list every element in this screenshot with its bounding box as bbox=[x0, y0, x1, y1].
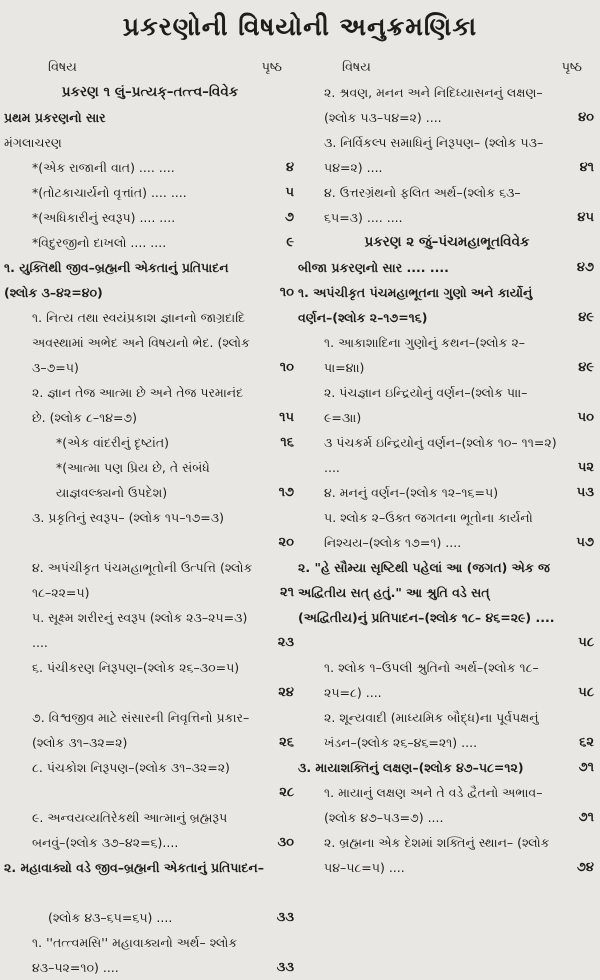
toc-entry-title: *(આત્મા પણ પ્રિય છે, તે સંબંધે યાજ્ઞવલ્ક્યનો ઉપદેશ) bbox=[56, 460, 210, 500]
subject-header: વિષય bbox=[48, 60, 77, 75]
toc-entry-page: ૩૩ bbox=[276, 960, 294, 975]
toc-entry bbox=[298, 555, 596, 655]
toc-entry-page: ૧૭ bbox=[278, 485, 294, 500]
column-header bbox=[298, 58, 596, 80]
toc-entry-title: ૧. આકાશાદિના ગુણોનું કથન–(શ્લોક ૨– પા=૪ાા) bbox=[324, 335, 526, 375]
page-header: પૃષ્ઠ bbox=[261, 60, 282, 75]
toc-entry bbox=[298, 755, 596, 780]
toc-entry-page: ૭૪ bbox=[576, 860, 594, 875]
toc-entry-page: ૩૩ bbox=[276, 910, 294, 925]
column-header bbox=[4, 58, 296, 80]
toc-entry-page: ૨૬ bbox=[279, 735, 294, 750]
toc-entry-page: ૪૦ bbox=[578, 110, 594, 125]
toc-entry-title: ૪. મનનું વર્ણન–(શ્લોક ૧૨–૧૬=૫) bbox=[324, 485, 499, 500]
toc-entry-page: ૧૦ bbox=[279, 285, 294, 300]
toc-entry bbox=[4, 305, 296, 380]
toc-entry bbox=[4, 905, 296, 930]
toc-entry-page: ૫૮ bbox=[578, 685, 594, 700]
toc-entry-title: ૬. પંચીકરણ નિરૂપણ–(શ્લોક ૨૬–૩૦=૫) bbox=[32, 660, 240, 675]
toc-entry-page: ૧૫ bbox=[279, 410, 294, 425]
toc-entry-title: ૫. શ્લોક ૨–ઉક્ત જગતના ભૂતોના કાર્યનો નિશ્ચય–(શ્લોક ૧૭=૧) .... bbox=[324, 510, 533, 550]
toc-entry-title: (શ્લોક ૪૩–૬૫=૬૫) .... bbox=[48, 910, 173, 925]
toc-entry bbox=[298, 655, 596, 705]
toc-entry-page: ૧૬ bbox=[280, 435, 294, 450]
toc-entry-title: *વિદુરજીનો દાખલો .... .... bbox=[32, 235, 167, 250]
toc-entry-page: ૨૪ bbox=[278, 685, 294, 700]
toc-entry-page: ૭૧ bbox=[578, 810, 594, 825]
toc-entry bbox=[298, 130, 596, 180]
toc-entry-page: ૪૫ bbox=[577, 210, 594, 225]
toc-entry-title: ૨. શ્રવણ, મનન અને નિદિધ્યાસનનું લક્ષણ– (શ્લોક ૫૩–૫૪=૨) .... bbox=[324, 85, 543, 125]
toc-entry bbox=[4, 180, 296, 205]
toc-entry bbox=[4, 380, 296, 430]
toc-entry-page: ૨૩ bbox=[277, 635, 294, 650]
toc-entry-page: ૨૮ bbox=[279, 785, 294, 800]
subject-header: વિષય bbox=[342, 60, 371, 75]
toc-entry-page: ૯ bbox=[286, 235, 294, 250]
toc-entry-title: મંગલાચરણ bbox=[4, 135, 62, 150]
toc-entry bbox=[4, 655, 296, 705]
toc-entry bbox=[298, 80, 596, 130]
toc-entry-page: ૫૨ bbox=[577, 460, 594, 475]
toc-entry-title: ૭. વિશ્વજીવ માટે સંસારની નિવૃત્તિનો પ્રકાર–(શ્લોક ૩૧–૩૨=૨) bbox=[32, 710, 250, 750]
toc-entry-title: ૧. યુક્તિથી જીવ–બ્રહ્મની એકતાનું પ્રતિપાદન (શ્લોક ૩–૪૨=૪૦) bbox=[4, 260, 229, 300]
toc-entry-title: ૩. માયાશક્તિનું લક્ષણ–(શ્લોક ૪૭–૫૮=૧૨) bbox=[298, 760, 524, 775]
toc-entry-title: ૨. જ્ઞાન તેજ આત્મા છે અને તેજ પરમાનંદ છે. (શ્લોક ૮–૧૪=૭) bbox=[32, 385, 244, 425]
toc-entry bbox=[4, 80, 296, 105]
toc-entry-page: ૬૨ bbox=[579, 735, 594, 750]
toc-entry-title: ૧. શ્લોક ૧–ઉપલી શ્રુતિનો અર્થ–(શ્લોક ૧૮–૨૫=૮) .... bbox=[324, 660, 539, 700]
toc-entry bbox=[4, 805, 296, 855]
toc-entry bbox=[4, 455, 296, 505]
toc-entry-title: પ્રકરણ ૨ જું–પંચમહાભૂતવિવેક bbox=[364, 234, 530, 250]
toc-entry-page: ૫ bbox=[285, 185, 294, 200]
toc-entry bbox=[298, 255, 596, 280]
toc-entry bbox=[298, 830, 596, 880]
toc-entry bbox=[4, 230, 296, 255]
toc-entry-title: ૪. ઉત્તરગ્રંથનો ફલિત અર્થ–(શ્લોક ૬૩– ૬૫=૩) .... .... bbox=[324, 185, 521, 225]
toc-entry bbox=[4, 930, 296, 980]
toc-entry bbox=[298, 505, 596, 555]
toc-entry-title: બીજા પ્રકરણનો સાર .... .... bbox=[298, 260, 449, 275]
toc-entry bbox=[298, 480, 596, 505]
toc-right-column bbox=[298, 58, 596, 880]
toc-entry bbox=[298, 380, 596, 430]
toc-entry-page: ૪૭ bbox=[576, 260, 594, 275]
toc-entry-title: ૪. અપંચીકૃત પંચમહાભૂતોની ઉત્પત્તિ (શ્લોક ૧૮–૨૨=૫) bbox=[32, 560, 253, 600]
toc-entry bbox=[4, 430, 296, 455]
toc-entry-title: *(એક વાંદરીનું દૃષ્ટાંત) bbox=[56, 435, 170, 450]
toc-entry bbox=[4, 155, 296, 180]
toc-entry-title: ૨. બ્રહ્મના એક દેશમાં શક્તિનું સ્થાન– (શ્લોક ૫૪–૫૮=૫) .... bbox=[324, 835, 550, 875]
toc-entry bbox=[4, 705, 296, 755]
toc-entry-page: ૫૦ bbox=[577, 410, 594, 425]
toc-entry bbox=[4, 855, 296, 905]
toc-entry-title: *(એક રાજાની વાત) .... .... bbox=[32, 160, 175, 175]
toc-entry bbox=[4, 205, 296, 230]
toc-entry bbox=[298, 430, 596, 480]
toc-entry-title: ૨. મહાવાક્યો વડે જીવ–બ્રહ્મની એકતાનું પ્રતિપાદન– bbox=[4, 860, 264, 875]
toc-entry-title: ૨. પંચજ્ઞાન ઇન્દ્રિયોનું વર્ણન–(શ્લોક પાા– ૯=૩ાા) bbox=[324, 385, 528, 425]
toc-entry-page: ૩૦ bbox=[277, 835, 294, 850]
toc-entry bbox=[298, 705, 596, 755]
page-header: પૃષ્ઠ bbox=[561, 60, 582, 75]
toc-entry bbox=[298, 780, 596, 830]
toc-entry-title: ૩. નિર્વિકલ્પ સમાધિનું નિરૂપણ– (શ્લોક ૫૩–૫૪=૨) .... bbox=[324, 135, 544, 175]
toc-entry-title: ૧. ''તત્ત્વમસિ'' મહાવાક્યનો અર્થ– શ્લોક ૪૩–૫૨=૧૦) .... bbox=[32, 935, 238, 975]
toc-entry-title: *(અધિકારીનું સ્વરૂપ) .... .... bbox=[32, 210, 176, 225]
toc-entry-page: ૧૦ bbox=[279, 360, 294, 375]
toc-entry-page: ૪૧ bbox=[579, 160, 594, 175]
toc-entry bbox=[298, 230, 596, 255]
toc-entry-title: ૩ પંચકર્મ ઇન્દ્રિયોનું વર્ણન–(શ્લોક ૧૦– ૧૧=૨) .... bbox=[324, 435, 557, 475]
toc-entry-title: પ્રકરણ ૧ લું–પ્રત્યક્‌–તત્ત્વ–વિવેક bbox=[61, 84, 239, 100]
toc-entry bbox=[4, 605, 296, 655]
toc-entry-page: ૪૯ bbox=[578, 310, 594, 325]
toc-entry-title: *(તોટકાચાર્યનો વૃત્તાંત) .... .... bbox=[32, 185, 187, 200]
toc-entry-page: ૫૮ bbox=[578, 635, 594, 650]
toc-entry-page: ૭ bbox=[284, 210, 294, 225]
toc-entry-page: ૫૩ bbox=[576, 485, 594, 500]
toc-entry bbox=[4, 105, 296, 130]
toc-entry-page: ૪૯ bbox=[578, 360, 594, 375]
toc-entry bbox=[4, 755, 296, 805]
toc-entry-title: ૫. સૂક્ષ્મ શરીરનું સ્વરૂપ (શ્લોક ૨૩–૨૫=૩) .... bbox=[32, 610, 248, 650]
toc-entry bbox=[4, 505, 296, 555]
toc-entry-title: ૧. નિત્ય તથા સ્વયંપ્રકાશ જ્ઞાનનો જાગ્રદાદિ અવસ્થામાં અભેદ અને વિષયનો ભેદ. (શ્લોક ૩–૭=૫) bbox=[32, 310, 250, 375]
toc-entry bbox=[4, 130, 296, 155]
toc-entry-title: ૧. માયાનું લક્ષણ અને તે વડે દ્વૈતનો અભાવ–(શ્લોક ૪૭–૫૩=૭) .... bbox=[324, 785, 543, 825]
toc-entry-title: ૧. અપંચીકૃત પંચમહાભૂતના ગુણો અને કાર્યોનું વર્ણન–(શ્લોક ૨–૧૭=૧૬) bbox=[298, 285, 533, 325]
toc-entry-title: ૮. પંચકોશ નિરૂપણ–(શ્લોક ૩૧–૩૨=૨) bbox=[32, 760, 230, 775]
toc-entry bbox=[298, 280, 596, 330]
toc-entry-page: ૪ bbox=[285, 160, 294, 175]
toc-entry-page: ૨૦ bbox=[278, 535, 294, 550]
toc-entry-page: ૨૧ bbox=[279, 585, 294, 600]
toc-entry bbox=[298, 180, 596, 230]
toc-entry bbox=[4, 255, 296, 305]
toc-entry bbox=[298, 330, 596, 380]
toc-entry-title: ૯. અન્વયવ્યતિરેકથી આત્માનું બ્રહ્મરૂપ બનવું–(શ્લોક ૩૭–૪૨=૬).... bbox=[32, 810, 228, 850]
toc-entry-title: પ્રથમ પ્રકરણનો સાર bbox=[4, 110, 106, 125]
toc-entry-page: ૭૧ bbox=[578, 760, 594, 775]
toc-left-column bbox=[4, 58, 296, 980]
page-title: પ્રકરણોની વિષયોની અનુક્રમણિકા bbox=[122, 12, 478, 41]
toc-entry-page: ૫૭ bbox=[576, 535, 594, 550]
toc-entry bbox=[4, 555, 296, 605]
toc-entry-title: ૨. શૂન્યવાદી (માધ્યમિક બૌદ્ધ)ના પૂર્વપક્ષનું ખંડન–(શ્લોક ૨૬–૪૬=૨૧) .... bbox=[324, 710, 539, 750]
toc-entry-title: ૩. પ્રકૃતિનું સ્વરૂપ– (શ્લોક ૧૫–૧૭=૩) bbox=[32, 510, 224, 525]
toc-entry-title: ૨. "હે સૌમ્યા સૃષ્ટિથી પહેલાં આ (જગત) એક જ અદ્વિતીય સત્ હતું." આ શ્રુતિ વડે સત્ (અદ્વિતીય)નું પ્રતિપાદન–(શ્લોક ૧૮– ૪૬=૨૯) .... bbox=[298, 560, 555, 625]
